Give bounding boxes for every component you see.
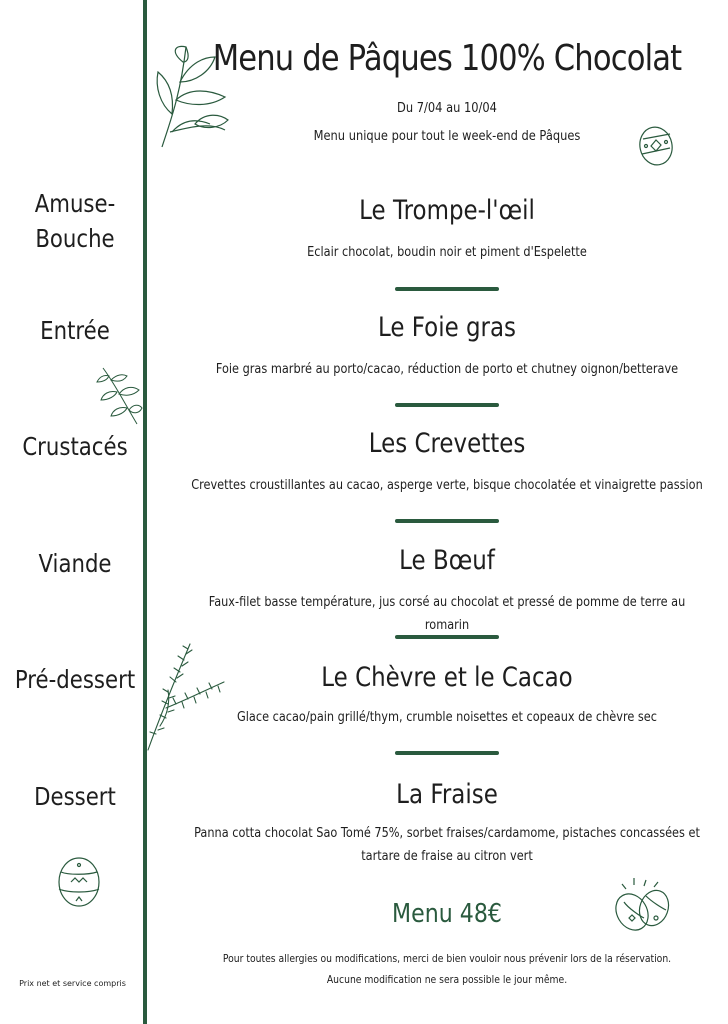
course-category-crustaces: Crustacés <box>22 432 128 461</box>
allergy-note: Pour toutes allergies ou modifications, merci de bien vouloir nous prévenir lors de la réservation. <box>222 953 672 965</box>
course-category-pre-dessert: Pré-dessert <box>14 665 136 694</box>
page-title: Menu de Pâques 100% Chocolat <box>212 38 682 79</box>
dish-name: Le Trompe-l'œil <box>359 195 535 226</box>
easter-egg-icon <box>56 855 102 909</box>
course-separator <box>395 751 499 755</box>
course-separator <box>395 519 499 523</box>
dish-description: Glace cacao/pain grillé/thym, crumble noisettes et copeaux de chèvre sec <box>237 710 657 725</box>
course-category-viande: Viande <box>38 549 112 578</box>
course-category-amuse-bouche: Amuse- Bouche <box>34 189 116 253</box>
dish-name: Le Chèvre et le Cacao <box>321 662 573 693</box>
course-separator <box>395 403 499 407</box>
menu-dates: Du 7/04 au 10/04 <box>397 101 497 116</box>
menu-subtitle: Menu unique pour tout le week-end de Pâques <box>313 129 581 144</box>
dish-description: Eclair chocolat, boudin noir et piment d'Espelette <box>307 245 587 260</box>
easter-eggs-group-icon <box>612 874 676 936</box>
dish-description: Faux-filet basse température, jus corsé au chocolat et pressé de pomme de terre au romarin <box>208 595 686 633</box>
price-note: Prix net et service compris <box>19 979 126 988</box>
dish-description: Crevettes croustillantes au cacao, asperge verte, bisque chocolatée et vinaigrette passion <box>191 478 703 493</box>
dish-name: Les Crevettes <box>368 428 526 459</box>
course-separator <box>395 635 499 639</box>
dish-description: Panna cotta chocolat Sao Tomé 75%, sorbet fraises/cardamome, pistaches concassées et tartare de fraise au citron vert <box>194 826 700 864</box>
course-separator <box>395 287 499 291</box>
dish-description: Foie gras marbré au porto/cacao, réduction de porto et chutney oignon/betterave <box>215 362 679 377</box>
modification-note: Aucune modification ne sera possible le jour même. <box>326 974 568 986</box>
dish-name: Le Foie gras <box>377 312 517 343</box>
easter-egg-icon <box>637 124 677 168</box>
rosemary-branch-icon <box>146 642 228 754</box>
leaf-branch-icon <box>150 42 230 152</box>
dish-name: Le Bœuf <box>399 545 495 576</box>
menu-price: Menu 48€ <box>392 899 502 929</box>
herb-sprig-icon <box>95 364 143 428</box>
course-category-dessert: Dessert <box>34 782 116 811</box>
course-category-entree: Entrée <box>40 316 110 345</box>
dish-name: La Fraise <box>396 779 498 810</box>
vertical-divider <box>143 0 147 1024</box>
